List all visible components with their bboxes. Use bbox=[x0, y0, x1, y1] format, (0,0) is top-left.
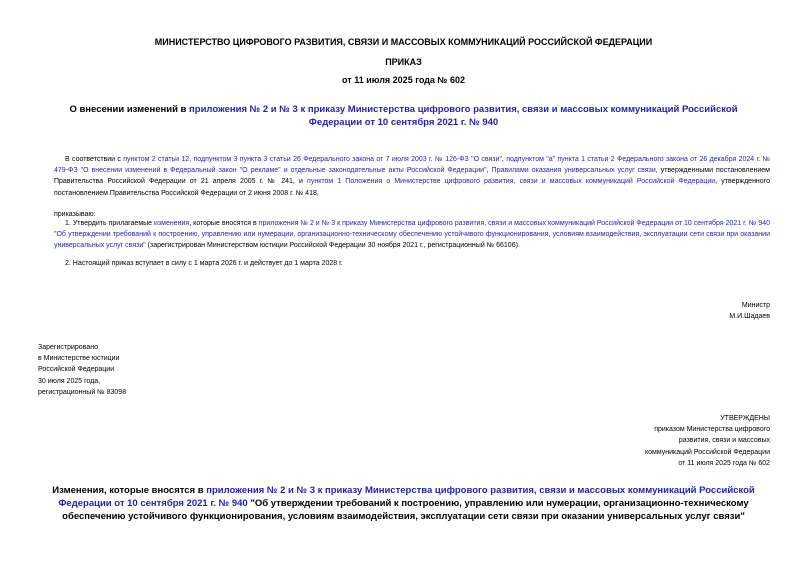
annex-title bbox=[38, 484, 769, 523]
changes-link[interactable]: изменения bbox=[154, 220, 190, 227]
law-479-link[interactable]: подпунктом "а" пункта 1 статьи 2 Федерального закона от 26 декабря 2024 г. № 479-ФЗ "О внесении изменений в Федеральный закон "О рекламе" и отдельные законодательные акты Российской Федерации" bbox=[54, 156, 770, 175]
annex-title-text: "Об утверждении требований к построению, управлению или нумерации, организационно-техническому обеспечению устойчивого функционирования, условиям взаимодействия, эксплуатации сети связи при оказании универсальных услуг связи" bbox=[62, 498, 749, 522]
title-prefix: О внесении изменений в bbox=[69, 104, 190, 115]
signer-name: М.И.Шадаев bbox=[729, 313, 770, 321]
item1-text: (зарегистрирован Министерством юстиции Российской Федерации 30 ноября 2021 г., регистрационный № 66106). bbox=[145, 242, 520, 250]
signature-block bbox=[620, 300, 770, 322]
approval-line: приказом Министерства цифрового bbox=[654, 426, 770, 434]
ministry-heading: МИНИСТЕРСТВО ЦИФРОВОГО РАЗВИТИЯ, СВЯЗИ И МАССОВЫХ КОММУНИКАЦИЙ РОССИЙСКОЙ ФЕДЕРАЦИИ bbox=[154, 37, 653, 47]
order-item-1 bbox=[54, 218, 770, 252]
title-link[interactable]: приложения № 2 и № 3 к приказу Министерства цифрового развития, связи и массовых коммуникаций Российской Федерации от 10 сентября 2021 г. № 940 bbox=[189, 104, 738, 128]
document-title bbox=[48, 103, 759, 129]
registration-block bbox=[38, 342, 238, 398]
preamble-text: , bbox=[501, 156, 507, 163]
registration-line: регистрационный № 83098 bbox=[38, 388, 127, 396]
item1-text: , которые вносятся в bbox=[189, 220, 259, 227]
preamble-text: , bbox=[486, 167, 492, 175]
document-type: ПРИКАЗ bbox=[385, 57, 422, 67]
annex-title-text: Изменения, которые вносятся в bbox=[52, 485, 207, 496]
item1-text: 1. Утвердить прилагаемые bbox=[65, 220, 155, 227]
preamble-text: , утвержденными постановлением Правительства Российской Федерации от 21 апреля 2005 г. № 241, и bbox=[54, 167, 770, 186]
ministry-regulation-link[interactable]: пунктом 1 Положения о Министерстве цифрового развития, связи и массовых коммуникаций Российской Федерации bbox=[307, 178, 716, 186]
approval-line: от 11 июля 2025 года № 602 bbox=[678, 459, 770, 467]
registration-line: Зарегистрировано bbox=[38, 344, 98, 351]
approval-line: развития, связи и массовых bbox=[678, 437, 770, 445]
law-126-link[interactable]: пунктом 2 статьи 12, подпунктом 3 пункта 3 статьи 26 Федерального закона от 7 июля 2003 г. № 126-ФЗ "О связи" bbox=[123, 156, 502, 163]
preamble-text: В соответствии с bbox=[65, 156, 124, 163]
order-item-2: 2. Настоящий приказ вступает в силу с 1 марта 2026 г. и действует до 1 марта 2028 г. bbox=[65, 260, 343, 267]
preamble-text: , утвержденного постановлением Правительства Российской Федерации от 2 июня 2008 г. № 418, bbox=[54, 178, 770, 197]
annex-order-940-link[interactable]: приложения № 2 и № 3 к приказу Министерства цифрового развития, связи и массовых коммуникаций Российской Федерации от 10 сентября 2021 г. № 940 bbox=[58, 485, 755, 509]
registration-line: 30 июля 2025 года, bbox=[38, 377, 101, 385]
approval-line: УТВЕРЖДЕНЫ bbox=[720, 415, 770, 422]
approval-line: коммуникаций Российской Федерации bbox=[644, 448, 770, 456]
registration-line: в Министерстве юстиции bbox=[38, 355, 120, 363]
approval-stamp bbox=[560, 413, 770, 469]
document-date-number: от 11 июля 2025 года № 602 bbox=[342, 75, 465, 85]
registration-line: Российской Федерации bbox=[38, 366, 115, 374]
order-940-link[interactable]: приложения № 2 и № 3 к приказу Министерства цифрового развития, связи и массовых коммуникаций Российской Федерации от 10 сентября 2021 г. № 940 "Об утверждении требований к построению, управлению или нумерации, организационно-техническому обеспечению устойчивого функционирования, условиям взаимодействия, эксплуатации сети связи при оказании универсальных услуг связи" bbox=[54, 220, 770, 250]
signer-position: Министр bbox=[741, 302, 770, 309]
ordering-word: приказываю: bbox=[54, 211, 96, 218]
preamble-paragraph bbox=[54, 154, 770, 199]
universal-services-rules-link[interactable]: Правилами оказания универсальных услуг связи bbox=[491, 167, 656, 175]
